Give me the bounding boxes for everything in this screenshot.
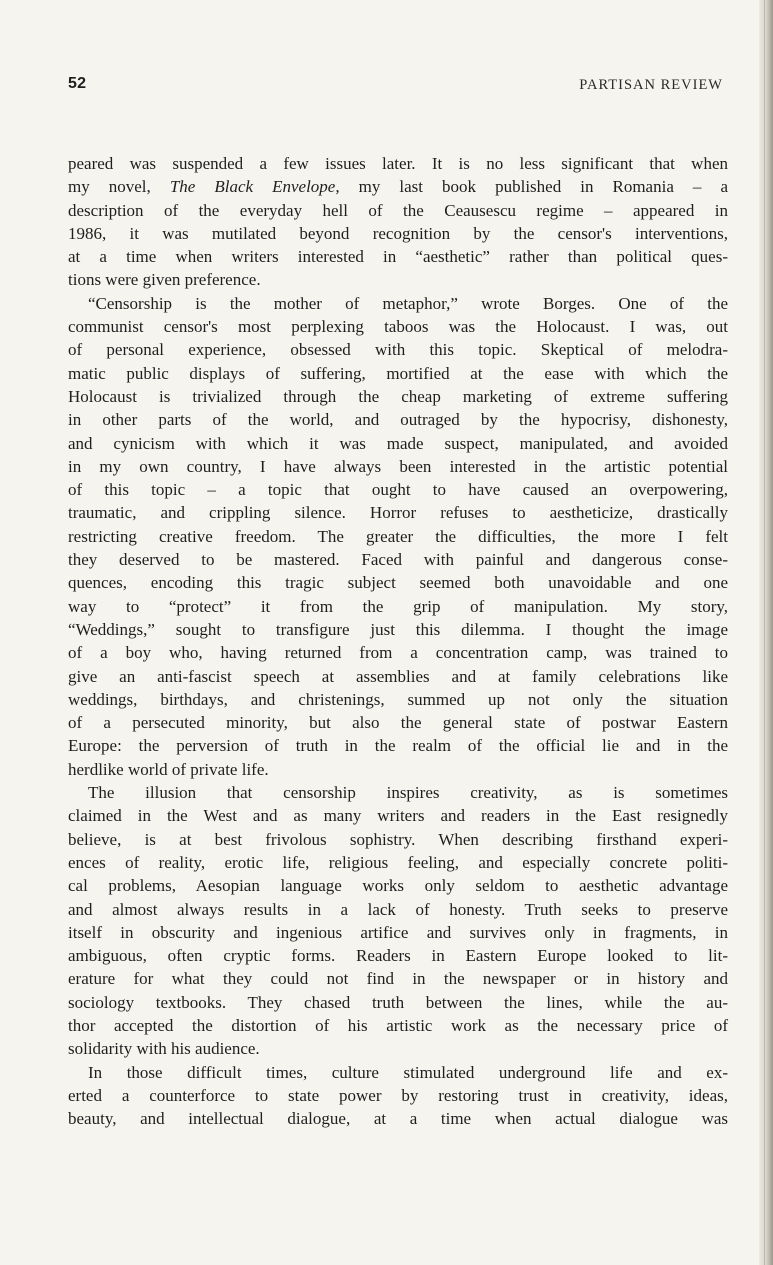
paragraph bbox=[68, 781, 728, 1061]
text-line: of personal experience, obsessed with this topic. Skeptical of melodra- bbox=[68, 340, 728, 360]
text-line: solidarity with his audience. bbox=[68, 1039, 260, 1059]
text-line: ambiguous, often cryptic forms. Readers in Eastern Europe looked to lit- bbox=[68, 946, 728, 966]
body-text bbox=[68, 152, 728, 1130]
text-line: matic public displays of suffering, mortified at the ease with which the bbox=[68, 363, 728, 383]
text-line: traumatic, and crippling silence. Horror refuses to aestheticize, drastically bbox=[68, 503, 728, 523]
text-line-end: my last book published in Romania – a bbox=[339, 177, 728, 197]
text-line: thor accepted the distortion of his artistic work as the necessary price of bbox=[68, 1015, 728, 1035]
book-title: The Black Envelope, bbox=[169, 177, 340, 197]
text-line: of a boy who, having returned from a concentration camp, was trained to bbox=[68, 643, 728, 663]
text-line: and almost always results in a lack of honesty. Truth seeks to preserve bbox=[68, 899, 728, 919]
text-line: and cynicism with which it was made suspect, manipulated, and avoided bbox=[68, 433, 728, 453]
text-line: tions were given preference. bbox=[68, 270, 261, 290]
text-line: erted a counterforce to state power by restoring trust in creativity, ideas, bbox=[68, 1085, 728, 1105]
text-line: Europe: the perversion of truth in the realm of the official lie and in the bbox=[68, 736, 728, 756]
text-line: communist censor's most perplexing taboos was the Holocaust. I was, out bbox=[68, 317, 728, 337]
text-line: description of the everyday hell of the Ceausescu regime – appeared in bbox=[68, 200, 728, 220]
paragraph bbox=[68, 292, 728, 781]
text-line: in other parts of the world, and outraged by the hypocrisy, dishonesty, bbox=[68, 410, 728, 430]
text-line: erature for what they could not find in the newspaper or in history and bbox=[68, 969, 728, 989]
text-line: sociology textbooks. They chased truth between the lines, while the au- bbox=[68, 992, 728, 1012]
text-line: cal problems, Aesopian language works only seldom to aesthetic advantage bbox=[68, 876, 728, 896]
text-line: weddings, birthdays, and christenings, summed up not only the situation bbox=[68, 689, 728, 709]
text-line: give an anti-fascist speech at assemblies and at family celebrations like bbox=[68, 666, 728, 686]
text-line: 1986, it was mutilated beyond recognition by the censor's interventions, bbox=[68, 223, 728, 243]
text-line: “Censorship is the mother of metaphor,” wrote Borges. One of the bbox=[88, 293, 728, 313]
text-line: ences of reality, erotic life, religious feeling, and especially concrete politi- bbox=[68, 852, 728, 872]
text-line: Holocaust is trivialized through the cheap marketing of extreme suffering bbox=[68, 386, 728, 406]
text-line-start: my novel, bbox=[68, 177, 170, 197]
text-line: way to “protect” it from the grip of manipulation. My story, bbox=[68, 596, 728, 616]
paragraph bbox=[68, 152, 728, 292]
text-line: of a persecuted minority, but also the general state of postwar Eastern bbox=[68, 713, 728, 733]
page-edge bbox=[759, 0, 773, 1265]
text-line: itself in obscurity and ingenious artifice and survives only in fragments, in bbox=[68, 922, 728, 942]
text-line: beauty, and intellectual dialogue, at a time when actual dialogue was bbox=[68, 1109, 728, 1129]
text-line: quences, encoding this tragic subject seemed both unavoidable and one bbox=[68, 573, 728, 593]
paragraph bbox=[68, 1061, 728, 1131]
text-line: believe, is at best frivolous sophistry. When describing firsthand experi- bbox=[68, 829, 728, 849]
text-line: of this topic – a topic that ought to have caused an overpowering, bbox=[68, 480, 728, 500]
text-line: The illusion that censorship inspires creativity, as is sometimes bbox=[88, 783, 728, 803]
text-line: herdlike world of private life. bbox=[68, 759, 269, 779]
text-line: peared was suspended a few issues later. It is no less significant that when bbox=[68, 154, 728, 173]
text-line: in my own country, I have always been interested in the artistic potential bbox=[68, 456, 728, 476]
text-line: In those difficult times, culture stimulated underground life and ex- bbox=[88, 1062, 728, 1082]
text-line bbox=[68, 175, 728, 198]
text-line: they deserved to be mastered. Faced with painful and dangerous conse- bbox=[68, 550, 728, 570]
text-line: at a time when writers interested in “aesthetic” rather than political ques- bbox=[68, 247, 728, 267]
text-line: “Weddings,” sought to transfigure just this dilemma. I thought the image bbox=[68, 619, 728, 639]
text-line: restricting creative freedom. The greater the difficulties, the more I felt bbox=[68, 526, 728, 546]
running-head: PARTISAN REVIEW bbox=[579, 77, 723, 93]
text-line: claimed in the West and as many writers and readers in the East resignedly bbox=[68, 806, 728, 826]
page-number: 52 bbox=[68, 75, 87, 92]
